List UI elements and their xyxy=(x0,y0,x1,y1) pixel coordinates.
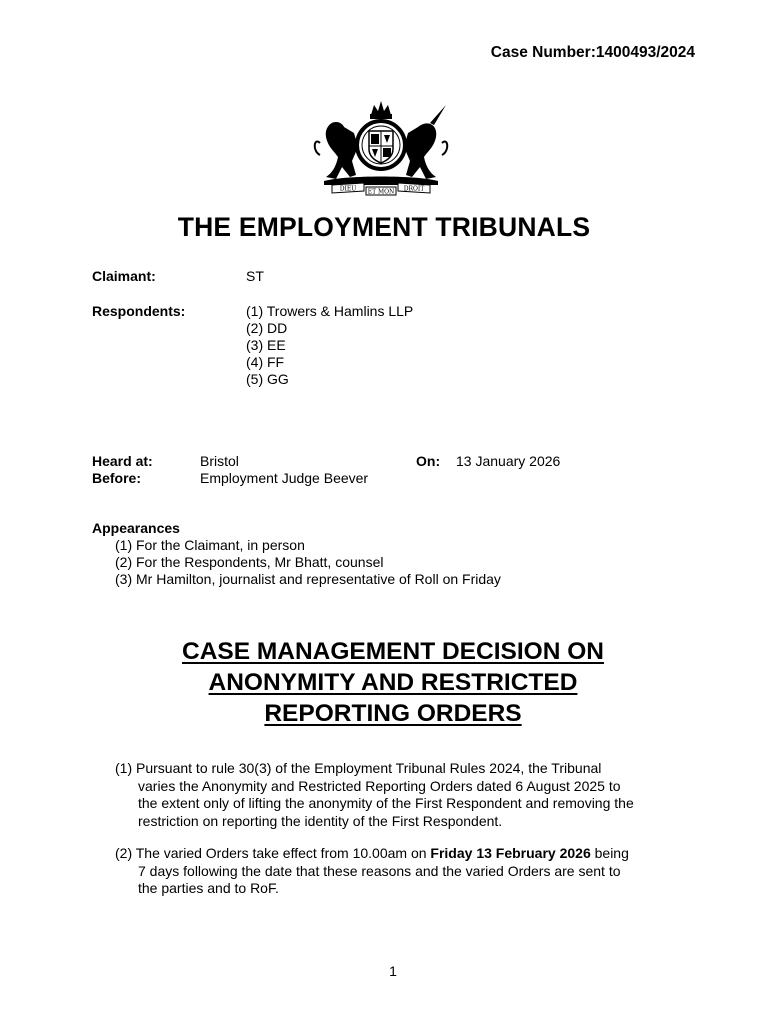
respondent-item: (5) GG xyxy=(246,371,289,387)
order-paragraph-2 xyxy=(115,845,690,898)
svg-text:ET MON: ET MON xyxy=(367,188,395,196)
respondent-item: (1) Trowers & Hamlins LLP xyxy=(246,303,414,319)
claimant-label: Claimant: xyxy=(92,268,156,284)
heard-at-value: Bristol xyxy=(200,453,239,469)
order-paragraph-1 xyxy=(115,760,690,830)
respondent-item: (2) DD xyxy=(246,320,288,336)
royal-coat-of-arms-icon xyxy=(306,97,456,197)
judge-name: Employment Judge Beever xyxy=(200,470,369,486)
hearing-date-label: On: xyxy=(416,453,441,469)
respondents-label: Respondents: xyxy=(92,303,186,319)
appearance-item: (1) For the Claimant, in person xyxy=(115,537,305,553)
hearing-date-value: 13 January 2026 xyxy=(456,453,561,469)
before-label: Before: xyxy=(92,470,142,486)
order-line: (1) Pursuant to rule 30(3) of the Employment Tribunal Rules 2024, the Tribunal xyxy=(115,760,602,776)
order-line: the extent only of lifting the anonymity of the First Respondent and removing the xyxy=(138,795,634,811)
appearances-heading: Appearances xyxy=(92,520,180,536)
order-line: varies the Anonymity and Restricted Reporting Orders dated 6 August 2025 to xyxy=(138,777,621,794)
case-number: Case Number:1400493/2024 xyxy=(490,44,695,61)
effective-date: Friday 13 February 2026 xyxy=(430,845,591,861)
respondents-list xyxy=(246,303,413,388)
heard-at-label: Heard at: xyxy=(92,453,153,469)
appearance-item: (2) For the Respondents, Mr Bhatt, counsel xyxy=(115,554,384,570)
decision-title-line: REPORTING ORDERS xyxy=(264,700,522,727)
document-title: THE EMPLOYMENT TRIBUNALS xyxy=(177,212,591,242)
decision-title xyxy=(0,636,768,729)
order-line xyxy=(115,845,690,863)
respondent-item: (4) FF xyxy=(246,354,285,370)
decision-title-line: ANONYMITY AND RESTRICTED xyxy=(208,669,578,696)
order-line: the parties and to RoF. xyxy=(138,880,279,896)
appearances-list xyxy=(115,537,501,588)
claimant-value: ST xyxy=(246,268,264,284)
appearance-item: (3) Mr Hamilton, journalist and representative of Roll on Friday xyxy=(115,571,501,587)
order-line: 7 days following the date that these reasons and the varied Orders are sent to xyxy=(138,862,621,879)
order-text: being xyxy=(590,845,629,861)
order-line: restriction on reporting the identity of the First Respondent. xyxy=(138,812,503,829)
decision-title-line: CASE MANAGEMENT DECISION ON xyxy=(182,638,604,665)
respondent-item: (3) EE xyxy=(246,337,286,353)
page-number: 1 xyxy=(389,963,397,979)
svg-text:DROIT: DROIT xyxy=(403,185,425,193)
svg-text:DIEU: DIEU xyxy=(339,185,357,193)
order-text: (2) The varied Orders take effect from 10.00am on xyxy=(115,845,431,861)
